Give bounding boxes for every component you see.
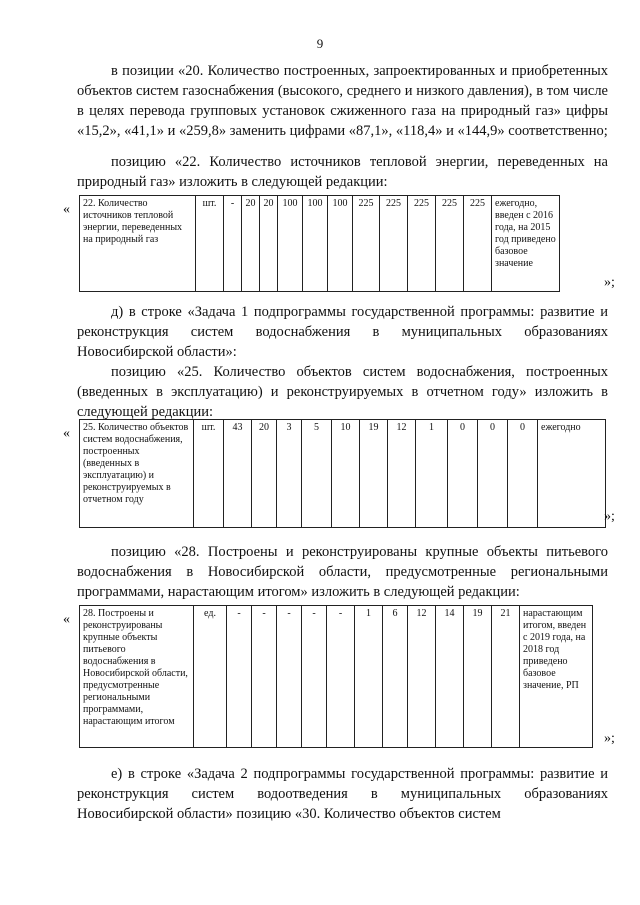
open-quote: « bbox=[63, 426, 70, 441]
value-cell: - bbox=[252, 606, 277, 748]
value-cell: - bbox=[327, 606, 355, 748]
table-row bbox=[80, 196, 560, 292]
value-cell: 43 bbox=[224, 420, 252, 528]
value-cell: - bbox=[302, 606, 327, 748]
table-position-25 bbox=[79, 419, 606, 528]
open-quote: « bbox=[63, 612, 70, 627]
value-cell: 12 bbox=[388, 420, 416, 528]
value-cell: 6 bbox=[383, 606, 408, 748]
value-cell: 5 bbox=[302, 420, 332, 528]
value-cell: 100 bbox=[278, 196, 303, 292]
value-cell: 14 bbox=[436, 606, 464, 748]
close-quote: »; bbox=[604, 731, 615, 746]
value-cell: 225 bbox=[436, 196, 464, 292]
paragraph-position-20: в позиции «20. Количество построенных, запроектированных и приобретенных объектов систем газоснабжения (высокого, среднего и низкого давления), в том числе в целях перевода групповых установок сжиженного газа на природный газ» цифры «15,2», «41,1» и «259,8» заменить цифрами «87,1», «118,4» и «144,9» соответственно; bbox=[77, 63, 608, 139]
note-cell: ежегодно bbox=[538, 420, 606, 528]
value-cell: 0 bbox=[448, 420, 478, 528]
value-cell: 21 bbox=[492, 606, 520, 748]
value-cell: 225 bbox=[353, 196, 380, 292]
note-cell: ежегодно, введен с 2016 года, на 2015 год приведено базовое значение bbox=[492, 196, 560, 292]
unit-cell: ед. bbox=[194, 606, 227, 748]
value-cell: 100 bbox=[328, 196, 353, 292]
table-row bbox=[80, 606, 593, 748]
value-cell: - bbox=[277, 606, 302, 748]
value-cell: 12 bbox=[408, 606, 436, 748]
unit-cell: шт. bbox=[196, 196, 224, 292]
value-cell: 19 bbox=[464, 606, 492, 748]
table-position-22 bbox=[79, 195, 560, 292]
indicator-name: 22. Количество источников тепловой энергии, переведенных на природный газ bbox=[80, 196, 196, 292]
value-cell: 225 bbox=[408, 196, 436, 292]
paragraph-position-25: позицию «25. Количество объектов систем водоснабжения, построенных (введенных в эксплуатацию) и реконструируемых в отчетном году» изложить в следующей редакции: bbox=[77, 364, 608, 420]
page-number: 9 bbox=[316, 36, 324, 51]
indicator-name: 28. Построены и реконструированы крупные объекты питьевого водоснабжения в Новосибирской области, предусмотренные региональными программами, нарастающим итогом bbox=[80, 606, 194, 748]
value-cell: - bbox=[227, 606, 252, 748]
close-quote: »; bbox=[604, 509, 615, 524]
value-cell: 0 bbox=[508, 420, 538, 528]
value-cell: 225 bbox=[464, 196, 492, 292]
table-position-28 bbox=[79, 605, 593, 748]
paragraph-task-1: д) в строке «Задача 1 подпрограммы государственной программы: развитие и реконструкция систем водоснабжения в муниципальных образованиях Новосибирской области»: bbox=[77, 304, 608, 360]
open-quote: « bbox=[63, 202, 70, 217]
indicator-name: 25. Количество объектов систем водоснабжения, построенных (введенных в эксплуатацию) и реконструируемых в отчетном году bbox=[80, 420, 194, 528]
value-cell: 19 bbox=[360, 420, 388, 528]
value-cell: - bbox=[224, 196, 242, 292]
value-cell: 1 bbox=[355, 606, 383, 748]
table-row bbox=[80, 420, 606, 528]
close-quote: »; bbox=[604, 275, 615, 290]
paragraph-task-2: е) в строке «Задача 2 подпрограммы государственной программы: развитие и реконструкция систем водоотведения в муниципальных образованиях Новосибирской области» позицию «30. Количество объектов систем bbox=[77, 766, 608, 822]
note-cell: нарастающим итогом, введен с 2019 года, на 2018 год приведено базовое значение, РП bbox=[520, 606, 593, 748]
value-cell: 20 bbox=[260, 196, 278, 292]
unit-cell: шт. bbox=[194, 420, 224, 528]
value-cell: 100 bbox=[303, 196, 328, 292]
value-cell: 3 bbox=[277, 420, 302, 528]
value-cell: 225 bbox=[380, 196, 408, 292]
value-cell: 20 bbox=[252, 420, 277, 528]
value-cell: 20 bbox=[242, 196, 260, 292]
value-cell: 1 bbox=[416, 420, 448, 528]
value-cell: 0 bbox=[478, 420, 508, 528]
value-cell: 10 bbox=[332, 420, 360, 528]
paragraph-position-28: позицию «28. Построены и реконструированы крупные объекты питьевого водоснабжения в Новосибирской области, предусмотренные региональными программами, нарастающим итогом» изложить в следующей редакции: bbox=[77, 544, 608, 600]
paragraph-position-22: позицию «22. Количество источников тепловой энергии, переведенных на природный газ» изложить в следующей редакции: bbox=[77, 154, 608, 190]
